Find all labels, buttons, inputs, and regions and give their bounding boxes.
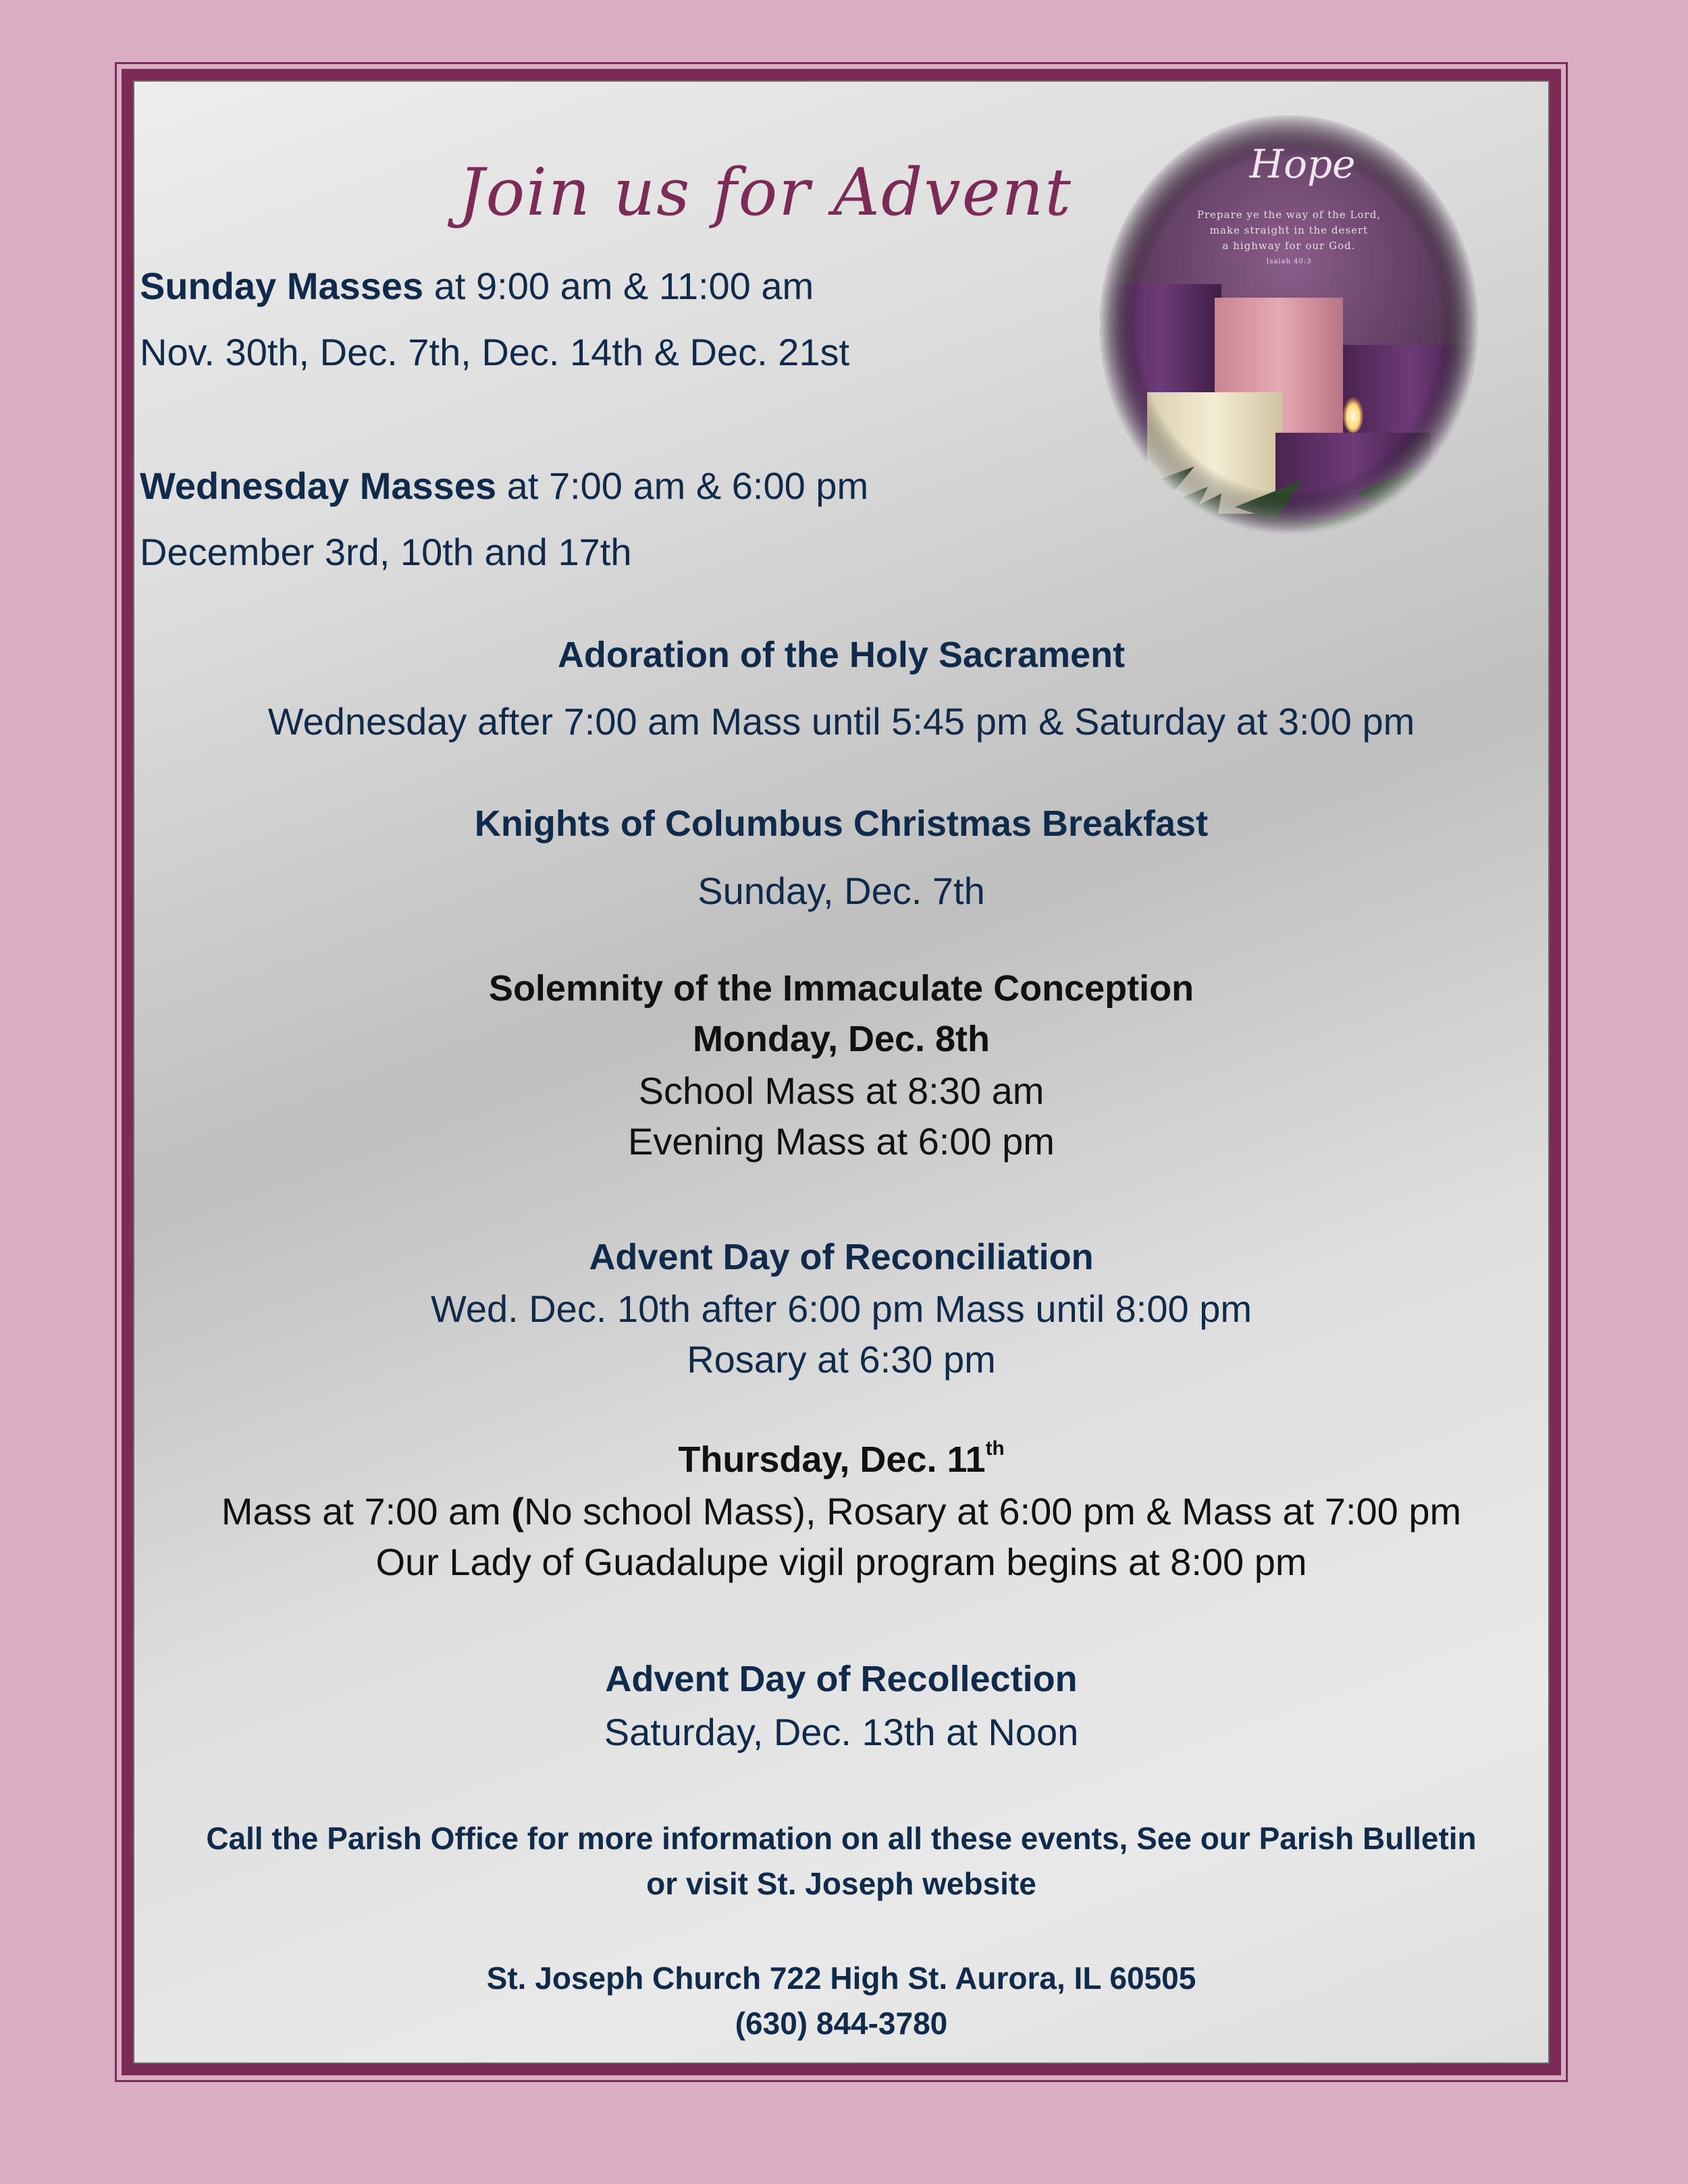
recollection-heading: Advent Day of Recollection — [605, 1659, 1078, 1699]
immaculate-heading: Solemnity of the Immaculate Conception — [488, 968, 1194, 1009]
flyer-frame — [122, 69, 1561, 2075]
thursday-mass-pre: Mass at 7:00 am — [221, 1490, 512, 1533]
immaculate-school-mass: School Mass at 8:30 am — [638, 1069, 1045, 1112]
immaculate-date: Monday, Dec. 8th — [692, 1019, 991, 1059]
verse-line: make straight in the desert — [1209, 224, 1369, 236]
reconciliation-heading: Advent Day of Reconciliation — [589, 1237, 1094, 1277]
thursday-mass-post: No school Mass), Rosary at 6:00 pm & Mass at 7:00 pm — [524, 1490, 1462, 1533]
sunday-masses-times: at 9:00 am & 11:00 am — [423, 265, 814, 307]
verse-citation: Isaiah 40:3 — [1266, 258, 1312, 265]
recollection-detail: Saturday, Dec. 13th at Noon — [604, 1711, 1079, 1753]
breakfast-heading: Knights of Columbus Christmas Breakfast — [474, 803, 1209, 844]
verse-line: Prepare ye the way of the Lord, — [1196, 209, 1381, 221]
adoration-detail: Wednesday after 7:00 am Mass until 5:45 pm & Saturday at 3:00 pm — [267, 700, 1415, 743]
hope-heading: Hope — [1249, 141, 1356, 187]
sunday-dates: Nov. 30th, Dec. 7th, Dec. 14th & Dec. 21st — [140, 331, 850, 373]
sunday-masses-line — [140, 264, 814, 308]
footer-call-line1: Call the Parish Office for more information on all these events, See our Parish Bulletin — [206, 1821, 1477, 1856]
wednesday-masses-label: Wednesday Masses — [140, 464, 497, 507]
advent-candles-image — [1100, 115, 1478, 534]
thursday-date: Thursday, Dec. 11 — [678, 1439, 986, 1480]
thursday-vigil-line: Our Lady of Guadalupe vigil program begins at 8:00 pm — [375, 1541, 1307, 1583]
wednesday-masses-line — [140, 464, 868, 508]
flyer-panel — [133, 80, 1550, 2064]
adoration-heading: Adoration of the Holy Sacrament — [557, 635, 1126, 675]
church-address: St. Joseph Church 722 High St. Aurora, IL 60505 — [486, 1961, 1196, 1996]
immaculate-evening-mass: Evening Mass at 6:00 pm — [628, 1120, 1055, 1163]
thursday-mass-paren: ( — [511, 1490, 525, 1533]
thursday-date-suffix: th — [985, 1437, 1005, 1460]
thursday-mass-line — [134, 1489, 1548, 1533]
reconciliation-rosary: Rosary at 6:30 pm — [687, 1338, 996, 1381]
breakfast-detail: Sunday, Dec. 7th — [697, 870, 985, 912]
wednesday-dates: December 3rd, 10th and 17th — [140, 531, 632, 573]
sunday-masses-label: Sunday Masses — [140, 265, 424, 307]
thursday-heading — [134, 1439, 1548, 1481]
hope-verse — [1100, 207, 1478, 269]
verse-line: a highway for our God. — [1222, 240, 1356, 252]
flyer-title: Join us for Advent — [458, 155, 1072, 230]
reconciliation-detail: Wed. Dec. 10th after 6:00 pm Mass until 8:00 pm — [430, 1287, 1252, 1330]
wednesday-masses-times: at 7:00 am & 6:00 pm — [496, 464, 869, 507]
footer-call-line2: or visit St. Joseph website — [646, 1866, 1036, 1901]
church-phone: (630) 844-3780 — [735, 2006, 948, 2041]
